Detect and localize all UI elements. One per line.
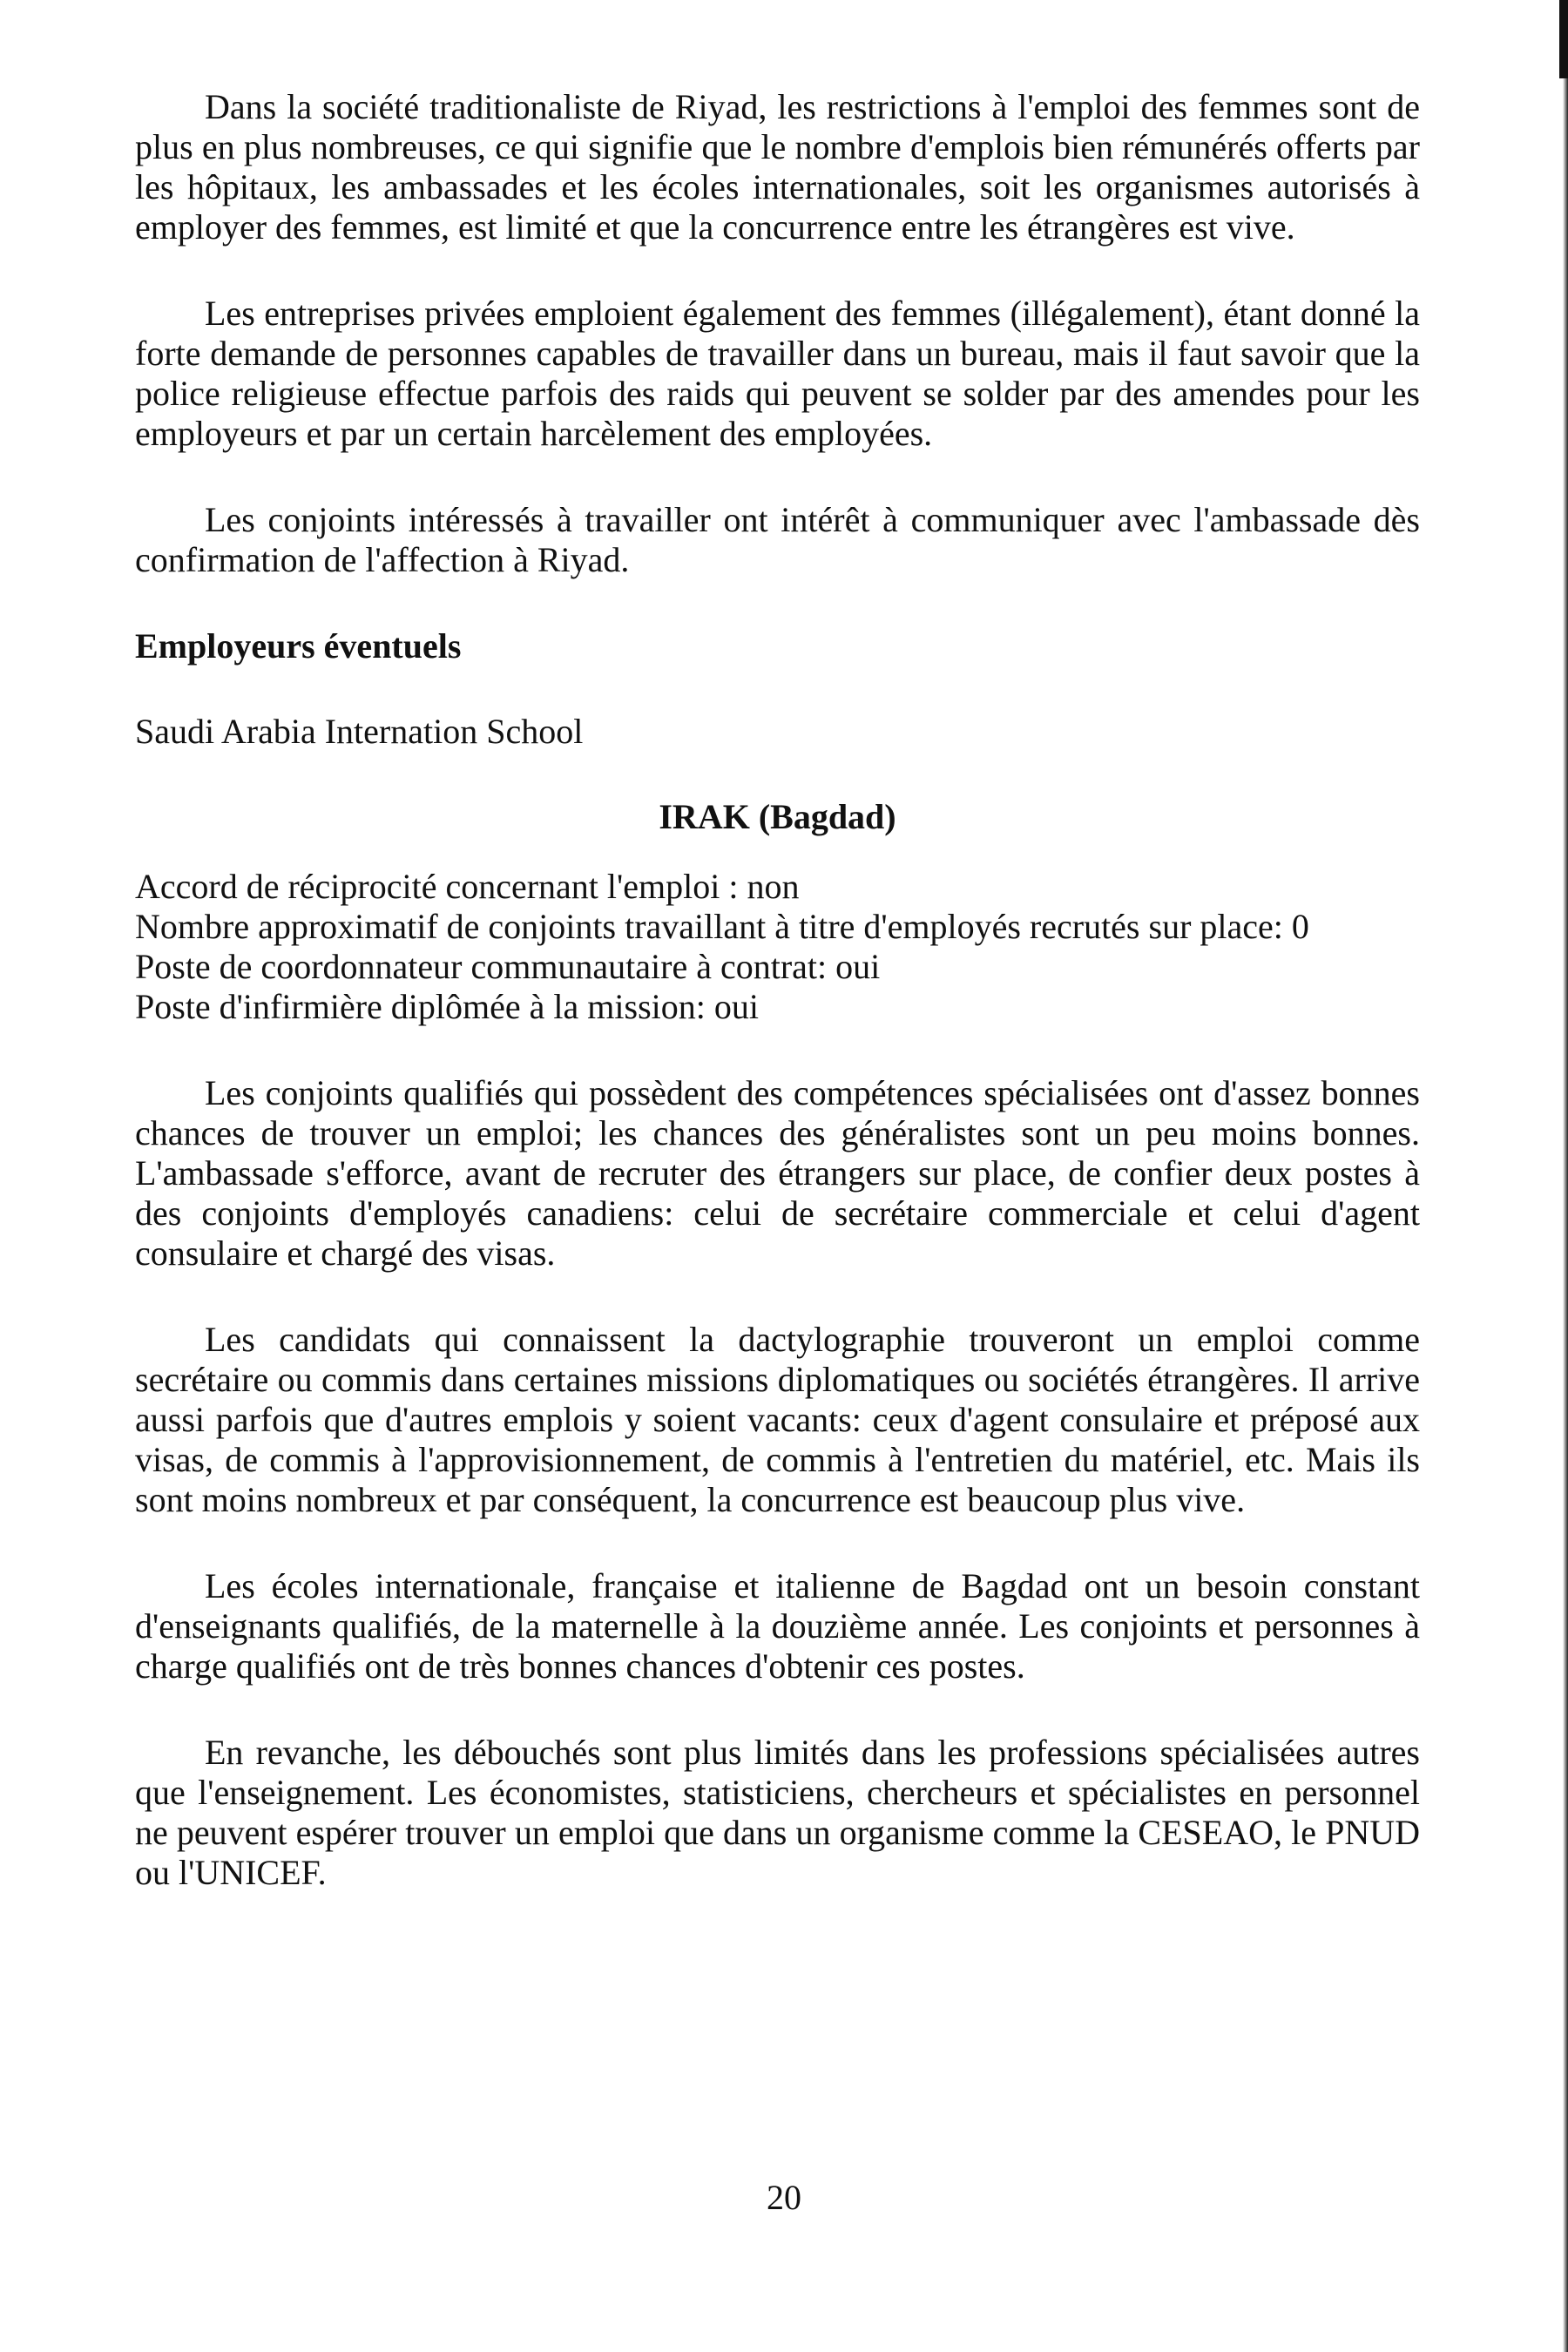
scan-speck bbox=[1559, 0, 1568, 78]
fact-spouses-count: Nombre approximatif de conjoints travaillant à titre d'employés recrutés sur place: 0 bbox=[135, 907, 1309, 946]
employers-heading: Employeurs éventuels bbox=[135, 626, 462, 666]
fact-nurse: Poste d'infirmière diplômée à la mission: oui bbox=[135, 987, 759, 1026]
paragraph-private-companies: Les entreprises privées emploient également des femmes (illégalement), étant donné la forte demande de personnes capables de travailler dans un bureau, mais il faut savoir que la police religieuse effectue parfois des raids qui peuvent se solder par des amendes pour les employeurs et par un certain harcèlement des employées. bbox=[135, 294, 1420, 453]
paragraph-riyad-restrictions: Dans la société traditionaliste de Riyad, les restrictions à l'emploi des femmes sont de plus en plus nombreuses, ce qui signifie que le nombre d'emplois bien rémunérés offerts par les hôpitaux, les ambassades et les écoles internationales, soit les organismes autorisés à employer des femmes, est limité et que la concurrence entre les étrangères est vive. bbox=[135, 87, 1420, 247]
page-number: 20 bbox=[767, 2178, 801, 2217]
document-page bbox=[135, 87, 1420, 1939]
paragraph-typing-candidates: Les candidats qui connaissent la dactylographie trouveront un emploi comme secrétaire ou commis dans certaines missions diplomatiques ou sociétés étrangères. Il arrive aussi parfois que d'autres emplois y soient vacants: ceux d'agent consulaire et préposé aux visas, de commis à l'approvisionnement, de commis à l'entretien du matériel, etc. Mais ils sont moins nombreux et par conséquent, la concurrence est beaucoup plus vive. bbox=[135, 1320, 1420, 1519]
fact-list bbox=[135, 867, 1420, 1027]
paragraph-international-schools: Les écoles internationale, française et italienne de Bagdad ont un besoin constant d'enseignants qualifiés, de la maternelle à la douzième année. Les conjoints et personnes à charge qualifiés ont de très bonnes chances d'obtenir ces postes. bbox=[135, 1566, 1420, 1686]
paragraph-specialized-professions: En revanche, les débouchés sont plus limités dans les professions spécialisées autres que l'enseignement. Les économistes, statisticiens, chercheurs et spécialistes en personnel ne peuvent espérer trouver un emploi que dans un organisme comme la CESEAO, le PNUD ou l'UNICEF. bbox=[135, 1733, 1420, 1892]
scan-edge bbox=[1563, 0, 1568, 2352]
fact-reciprocity: Accord de réciprocité concernant l'emploi : non bbox=[135, 867, 800, 906]
section-heading: IRAK (Bagdad) bbox=[659, 797, 896, 836]
paragraph-qualified-spouses: Les conjoints qualifiés qui possèdent des compétences spécialisées ont d'assez bonnes chances de trouver un emploi; les chances des généralistes sont un peu moins bonnes. L'ambassade s'efforce, avant de recruter des étrangers sur place, de confier deux postes à des conjoints d'employés canadiens: celui de secrétaire commerciale et celui d'agent consulaire et chargé des visas. bbox=[135, 1073, 1420, 1273]
paragraph-contact-embassy: Les conjoints intéressés à travailler ont intérêt à communiquer avec l'ambassade dès confirmation de l'affection à Riyad. bbox=[135, 500, 1420, 579]
fact-community-coordinator: Poste de coordonnateur communautaire à contrat: oui bbox=[135, 947, 881, 986]
employer-name: Saudi Arabia Internation School bbox=[135, 712, 584, 751]
